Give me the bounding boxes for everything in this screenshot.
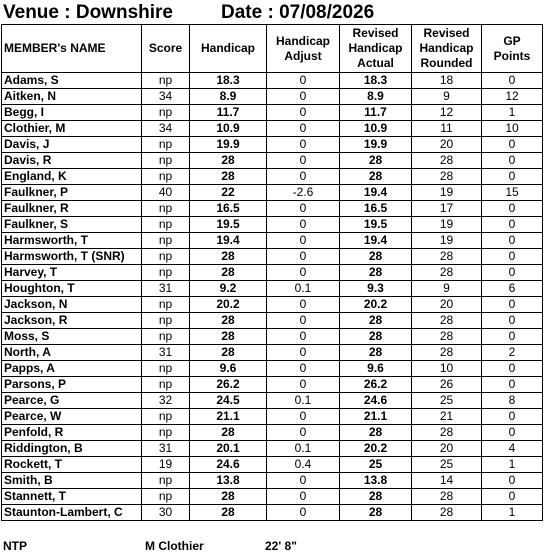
revised-rounded-cell: 26 — [412, 377, 482, 393]
gp-points-cell: 0 — [482, 249, 543, 265]
score-cell: 31 — [142, 345, 190, 361]
score-cell: np — [142, 105, 190, 121]
revised-actual-cell: 18.3 — [340, 73, 412, 89]
results-table — [1, 24, 543, 521]
score-cell: np — [142, 249, 190, 265]
handicap-adjust-cell: 0 — [267, 201, 340, 217]
member-name: Begg, I — [2, 105, 142, 121]
gp-points-cell: 0 — [482, 265, 543, 281]
revised-rounded-cell: 28 — [412, 313, 482, 329]
table-row — [2, 137, 543, 153]
handicap-adjust-cell: 0 — [267, 121, 340, 137]
score-cell: np — [142, 377, 190, 393]
handicap-adjust-cell: 0.1 — [267, 281, 340, 297]
handicap-adjust-cell: 0 — [267, 217, 340, 233]
handicap-adjust-cell: 0 — [267, 89, 340, 105]
handicap-adjust-cell: 0 — [267, 249, 340, 265]
revised-rounded-cell: 28 — [412, 153, 482, 169]
score-cell: 32 — [142, 393, 190, 409]
revised-rounded-cell: 19 — [412, 217, 482, 233]
revised-actual-cell: 19.5 — [340, 217, 412, 233]
member-name: North, A — [2, 345, 142, 361]
table-row — [2, 377, 543, 393]
revised-actual-cell: 13.8 — [340, 473, 412, 489]
table-row — [2, 345, 543, 361]
table-row — [2, 121, 543, 137]
gp-points-cell: 12 — [482, 89, 543, 105]
revised-actual-cell: 28 — [340, 265, 412, 281]
table-row — [2, 201, 543, 217]
gp-points-cell: 0 — [482, 409, 543, 425]
results-body — [2, 73, 543, 521]
gp-points-cell: 0 — [482, 233, 543, 249]
gp-points-cell: 0 — [482, 425, 543, 441]
member-name: Faulkner, S — [2, 217, 142, 233]
revised-actual-cell: 26.2 — [340, 377, 412, 393]
table-row — [2, 217, 543, 233]
revised-rounded-cell: 28 — [412, 265, 482, 281]
score-cell: 19 — [142, 457, 190, 473]
column-header-gp-points: GP Points — [482, 25, 543, 73]
revised-rounded-cell: 9 — [412, 281, 482, 297]
handicap-cell: 8.9 — [190, 89, 267, 105]
member-name: Moss, S — [2, 329, 142, 345]
revised-actual-cell: 28 — [340, 313, 412, 329]
handicap-adjust-cell: 0 — [267, 489, 340, 505]
revised-actual-cell: 28 — [340, 505, 412, 521]
revised-actual-cell: 16.5 — [340, 201, 412, 217]
score-cell: np — [142, 329, 190, 345]
member-name: Parsons, P — [2, 377, 142, 393]
gp-points-cell: 0 — [482, 169, 543, 185]
revised-rounded-cell: 28 — [412, 489, 482, 505]
member-name: Clothier, M — [2, 121, 142, 137]
member-name: Adams, S — [2, 73, 142, 89]
gp-points-cell: 0 — [482, 153, 543, 169]
revised-actual-cell: 28 — [340, 489, 412, 505]
handicap-cell: 10.9 — [190, 121, 267, 137]
gp-points-cell: 0 — [482, 313, 543, 329]
revised-rounded-cell: 25 — [412, 457, 482, 473]
table-row — [2, 89, 543, 105]
handicap-adjust-cell: 0.1 — [267, 441, 340, 457]
handicap-cell: 26.2 — [190, 377, 267, 393]
revised-actual-cell: 24.6 — [340, 393, 412, 409]
handicap-cell: 28 — [190, 249, 267, 265]
member-name: Papps, A — [2, 361, 142, 377]
table-row — [2, 233, 543, 249]
score-cell: 40 — [142, 185, 190, 201]
revised-rounded-cell: 28 — [412, 249, 482, 265]
table-row — [2, 105, 543, 121]
handicap-adjust-cell: 0 — [267, 73, 340, 89]
table-row — [2, 249, 543, 265]
revised-actual-cell: 9.6 — [340, 361, 412, 377]
column-header-handicap: Handicap — [190, 25, 267, 73]
table-row — [2, 313, 543, 329]
handicap-cell: 28 — [190, 329, 267, 345]
member-name: Harvey, T — [2, 265, 142, 281]
score-cell: np — [142, 201, 190, 217]
handicap-cell: 28 — [190, 489, 267, 505]
handicap-cell: 11.7 — [190, 105, 267, 121]
revised-rounded-cell: 28 — [412, 345, 482, 361]
revised-rounded-cell: 28 — [412, 505, 482, 521]
venue-title: Venue : Downshire — [3, 2, 173, 23]
gp-points-cell: 0 — [482, 377, 543, 393]
handicap-cell: 28 — [190, 265, 267, 281]
gp-points-cell: 1 — [482, 105, 543, 121]
gp-points-cell: 1 — [482, 457, 543, 473]
revised-rounded-cell: 19 — [412, 185, 482, 201]
handicap-adjust-cell: 0 — [267, 153, 340, 169]
revised-rounded-cell: 25 — [412, 393, 482, 409]
handicap-cell: 19.5 — [190, 217, 267, 233]
revised-actual-cell: 9.3 — [340, 281, 412, 297]
table-row — [2, 265, 543, 281]
handicap-cell: 13.8 — [190, 473, 267, 489]
gp-points-cell: 6 — [482, 281, 543, 297]
handicap-adjust-cell: -2.6 — [267, 185, 340, 201]
handicap-cell: 19.4 — [190, 233, 267, 249]
revised-actual-cell: 20.2 — [340, 297, 412, 313]
score-cell: np — [142, 233, 190, 249]
revised-rounded-cell: 19 — [412, 233, 482, 249]
member-name: Davis, R — [2, 153, 142, 169]
handicap-cell: 20.2 — [190, 297, 267, 313]
score-cell: np — [142, 425, 190, 441]
score-cell: np — [142, 297, 190, 313]
gp-points-cell: 1 — [482, 505, 543, 521]
handicap-cell: 28 — [190, 169, 267, 185]
score-cell: np — [142, 313, 190, 329]
handicap-adjust-cell: 0.1 — [267, 393, 340, 409]
gp-points-cell: 2 — [482, 345, 543, 361]
handicap-adjust-cell: 0 — [267, 313, 340, 329]
score-cell: 31 — [142, 441, 190, 457]
handicap-adjust-cell: 0.4 — [267, 457, 340, 473]
revised-actual-cell: 28 — [340, 425, 412, 441]
table-row — [2, 361, 543, 377]
handicap-adjust-cell: 0 — [267, 169, 340, 185]
handicap-adjust-cell: 0 — [267, 105, 340, 121]
revised-rounded-cell: 9 — [412, 89, 482, 105]
revised-rounded-cell: 14 — [412, 473, 482, 489]
gp-points-cell: 10 — [482, 121, 543, 137]
date-title: Date : 07/08/2026 — [221, 2, 375, 23]
header-row — [2, 25, 543, 73]
revised-actual-cell: 19.4 — [340, 233, 412, 249]
revised-actual-cell: 28 — [340, 329, 412, 345]
member-name: Faulkner, R — [2, 201, 142, 217]
member-name: Harmsworth, T — [2, 233, 142, 249]
revised-actual-cell: 11.7 — [340, 105, 412, 121]
handicap-adjust-cell: 0 — [267, 265, 340, 281]
score-cell: np — [142, 137, 190, 153]
member-name: Staunton-Lambert, C — [2, 505, 142, 521]
table-row — [2, 441, 543, 457]
handicap-cell: 24.6 — [190, 457, 267, 473]
table-row — [2, 457, 543, 473]
handicap-adjust-cell: 0 — [267, 233, 340, 249]
score-cell: np — [142, 169, 190, 185]
revised-rounded-cell: 17 — [412, 201, 482, 217]
revised-actual-cell: 28 — [340, 169, 412, 185]
handicap-cell: 28 — [190, 345, 267, 361]
table-row — [2, 73, 543, 89]
member-name: Harmsworth, T (SNR) — [2, 249, 142, 265]
gp-points-cell: 0 — [482, 473, 543, 489]
handicap-adjust-cell: 0 — [267, 137, 340, 153]
table-row — [2, 393, 543, 409]
score-cell: 30 — [142, 505, 190, 521]
handicap-adjust-cell: 0 — [267, 361, 340, 377]
member-name: Penfold, R — [2, 425, 142, 441]
member-name: Faulkner, P — [2, 185, 142, 201]
gp-points-cell: 0 — [482, 489, 543, 505]
gp-points-cell: 15 — [482, 185, 543, 201]
handicap-adjust-cell: 0 — [267, 345, 340, 361]
member-name: Houghton, T — [2, 281, 142, 297]
handicap-cell: 28 — [190, 425, 267, 441]
ntp-label: NTP — [3, 539, 27, 553]
score-cell: np — [142, 409, 190, 425]
table-row — [2, 185, 543, 201]
member-name: Jackson, R — [2, 313, 142, 329]
handicap-cell: 21.1 — [190, 409, 267, 425]
table-row — [2, 409, 543, 425]
gp-points-cell: 8 — [482, 393, 543, 409]
handicap-cell: 9.6 — [190, 361, 267, 377]
revised-rounded-cell: 10 — [412, 361, 482, 377]
member-name: Riddington, B — [2, 441, 142, 457]
revised-rounded-cell: 20 — [412, 441, 482, 457]
handicap-cell: 28 — [190, 153, 267, 169]
handicap-adjust-cell: 0 — [267, 425, 340, 441]
revised-actual-cell: 19.9 — [340, 137, 412, 153]
column-header-revised-actual: Revised Handicap Actual — [340, 25, 412, 73]
revised-rounded-cell: 18 — [412, 73, 482, 89]
column-header-score: Score — [142, 25, 190, 73]
member-name: Stannett, T — [2, 489, 142, 505]
revised-rounded-cell: 28 — [412, 329, 482, 345]
handicap-cell: 28 — [190, 313, 267, 329]
revised-rounded-cell: 11 — [412, 121, 482, 137]
revised-actual-cell: 19.4 — [340, 185, 412, 201]
revised-actual-cell: 21.1 — [340, 409, 412, 425]
column-header-name: MEMBER's NAME — [2, 25, 142, 73]
score-cell: 34 — [142, 89, 190, 105]
gp-points-cell: 0 — [482, 201, 543, 217]
member-name: Aitken, N — [2, 89, 142, 105]
handicap-cell: 16.5 — [190, 201, 267, 217]
handicap-adjust-cell: 0 — [267, 409, 340, 425]
gp-points-cell: 0 — [482, 217, 543, 233]
revised-actual-cell: 28 — [340, 153, 412, 169]
column-header-handicap-adjust: Handicap Adjust — [267, 25, 340, 73]
handicap-adjust-cell: 0 — [267, 329, 340, 345]
table-row — [2, 425, 543, 441]
gp-points-cell: 4 — [482, 441, 543, 457]
score-cell: 34 — [142, 121, 190, 137]
gp-points-cell: 0 — [482, 329, 543, 345]
handicap-cell: 22 — [190, 185, 267, 201]
member-name: Rockett, T — [2, 457, 142, 473]
gp-points-cell: 0 — [482, 73, 543, 89]
score-cell: np — [142, 361, 190, 377]
table-row — [2, 489, 543, 505]
revised-rounded-cell: 21 — [412, 409, 482, 425]
revised-actual-cell: 10.9 — [340, 121, 412, 137]
handicap-cell: 9.2 — [190, 281, 267, 297]
handicap-cell: 24.5 — [190, 393, 267, 409]
revised-actual-cell: 8.9 — [340, 89, 412, 105]
score-cell: 31 — [142, 281, 190, 297]
score-cell: np — [142, 153, 190, 169]
revised-actual-cell: 28 — [340, 345, 412, 361]
ntp-winner: M Clothier — [145, 539, 204, 553]
gp-points-cell: 0 — [482, 137, 543, 153]
table-row — [2, 329, 543, 345]
column-header-revised-rounded: Revised Handicap Rounded — [412, 25, 482, 73]
member-name: Pearce, G — [2, 393, 142, 409]
member-name: Davis, J — [2, 137, 142, 153]
member-name: Jackson, N — [2, 297, 142, 313]
revised-rounded-cell: 12 — [412, 105, 482, 121]
revised-actual-cell: 25 — [340, 457, 412, 473]
score-cell: np — [142, 265, 190, 281]
handicap-adjust-cell: 0 — [267, 505, 340, 521]
handicap-cell: 18.3 — [190, 73, 267, 89]
table-row — [2, 169, 543, 185]
handicap-adjust-cell: 0 — [267, 377, 340, 393]
revised-rounded-cell: 20 — [412, 297, 482, 313]
revised-actual-cell: 28 — [340, 249, 412, 265]
table-row — [2, 505, 543, 521]
score-cell: np — [142, 217, 190, 233]
member-name: Pearce, W — [2, 409, 142, 425]
table-row — [2, 281, 543, 297]
table-row — [2, 297, 543, 313]
handicap-adjust-cell: 0 — [267, 473, 340, 489]
handicap-adjust-cell: 0 — [267, 297, 340, 313]
revised-rounded-cell: 28 — [412, 169, 482, 185]
table-row — [2, 153, 543, 169]
table-row — [2, 473, 543, 489]
member-name: England, K — [2, 169, 142, 185]
gp-points-cell: 0 — [482, 361, 543, 377]
handicap-cell: 28 — [190, 505, 267, 521]
revised-rounded-cell: 20 — [412, 137, 482, 153]
handicap-cell: 19.9 — [190, 137, 267, 153]
score-cell: np — [142, 473, 190, 489]
member-name: Smith, B — [2, 473, 142, 489]
revised-actual-cell: 20.2 — [340, 441, 412, 457]
page-header — [3, 2, 375, 24]
handicap-cell: 20.1 — [190, 441, 267, 457]
ntp-distance: 22' 8" — [265, 539, 297, 553]
gp-points-cell: 0 — [482, 297, 543, 313]
score-cell: np — [142, 489, 190, 505]
score-cell: np — [142, 73, 190, 89]
revised-rounded-cell: 28 — [412, 425, 482, 441]
